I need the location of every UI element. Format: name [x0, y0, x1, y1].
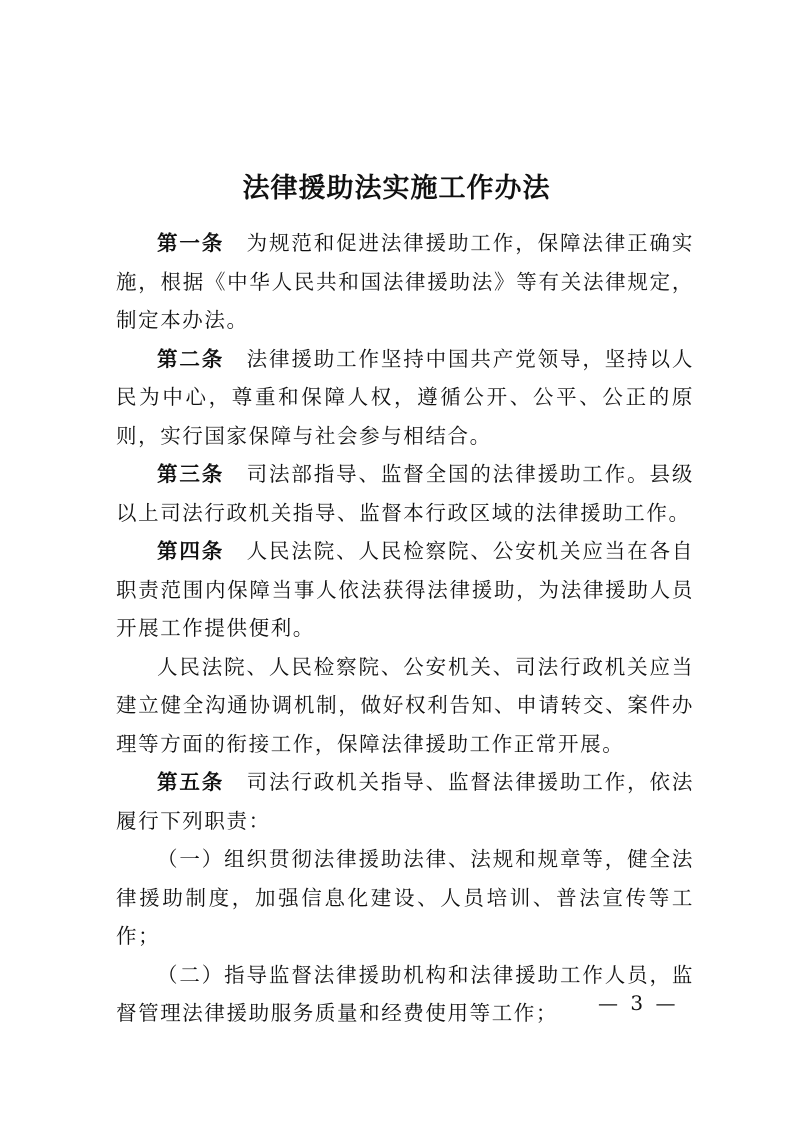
article-text: 人民法院、人民检察院、公安机关应当在各自职责范围内保障当事人依法获得法律援助，为法律援助人员开展工作提供便利。 — [116, 539, 694, 640]
article-text: 法律援助工作坚持中国共产党领导，坚持以人民为中心，尊重和保障人权，遵循公开、公平、公正的原则，实行国家保障与社会参与相结合。 — [116, 346, 694, 448]
article-text: 为规范和促进法律援助工作，保障法律正确实施，根据《中华人民共和国法律援助法》等有关法律规定，制定本办法。 — [116, 231, 694, 332]
article-3 — [116, 455, 694, 532]
article-label: 第三条 — [157, 462, 225, 486]
article-4-paragraph-2 — [116, 648, 694, 764]
article-text: 司法部指导、监督全国的法律援助工作。县级以上司法行政机关指导、监督本行政区域的法律援助工作。 — [116, 462, 694, 525]
article-label: 第二条 — [157, 346, 225, 371]
article-label: 第五条 — [157, 770, 225, 794]
document-body — [116, 224, 694, 1033]
list-item-text: （二）指导监督法律援助机构和法律援助工作人员，监督管理法律援助服务质量和经费使用等工作； — [116, 962, 694, 1025]
article-5 — [116, 763, 694, 840]
paragraph-text: 人民法院、人民检察院、公安机关、司法行政机关应当建立健全沟通协调机制，做好权利告知、申请转交、案件办理等方面的衔接工作，保障法律援助工作正常开展。 — [116, 654, 694, 756]
article-2 — [116, 340, 694, 456]
list-item-text: （一）组织贯彻法律援助法律、法规和规章等，健全法律援助制度，加强信息化建设、人员培训、普法宣传等工作； — [116, 847, 694, 948]
article-4 — [116, 532, 694, 648]
document-title: 法律援助法实施工作办法 — [242, 173, 551, 204]
article-label: 第四条 — [157, 539, 225, 563]
article-text: 司法行政机关指导、监督法律援助工作，依法履行下列职责： — [116, 770, 694, 833]
article-label: 第一条 — [157, 231, 225, 255]
article-5-item-1 — [116, 840, 694, 956]
article-1 — [116, 224, 694, 340]
page-number: — 3 — — [598, 991, 679, 1015]
